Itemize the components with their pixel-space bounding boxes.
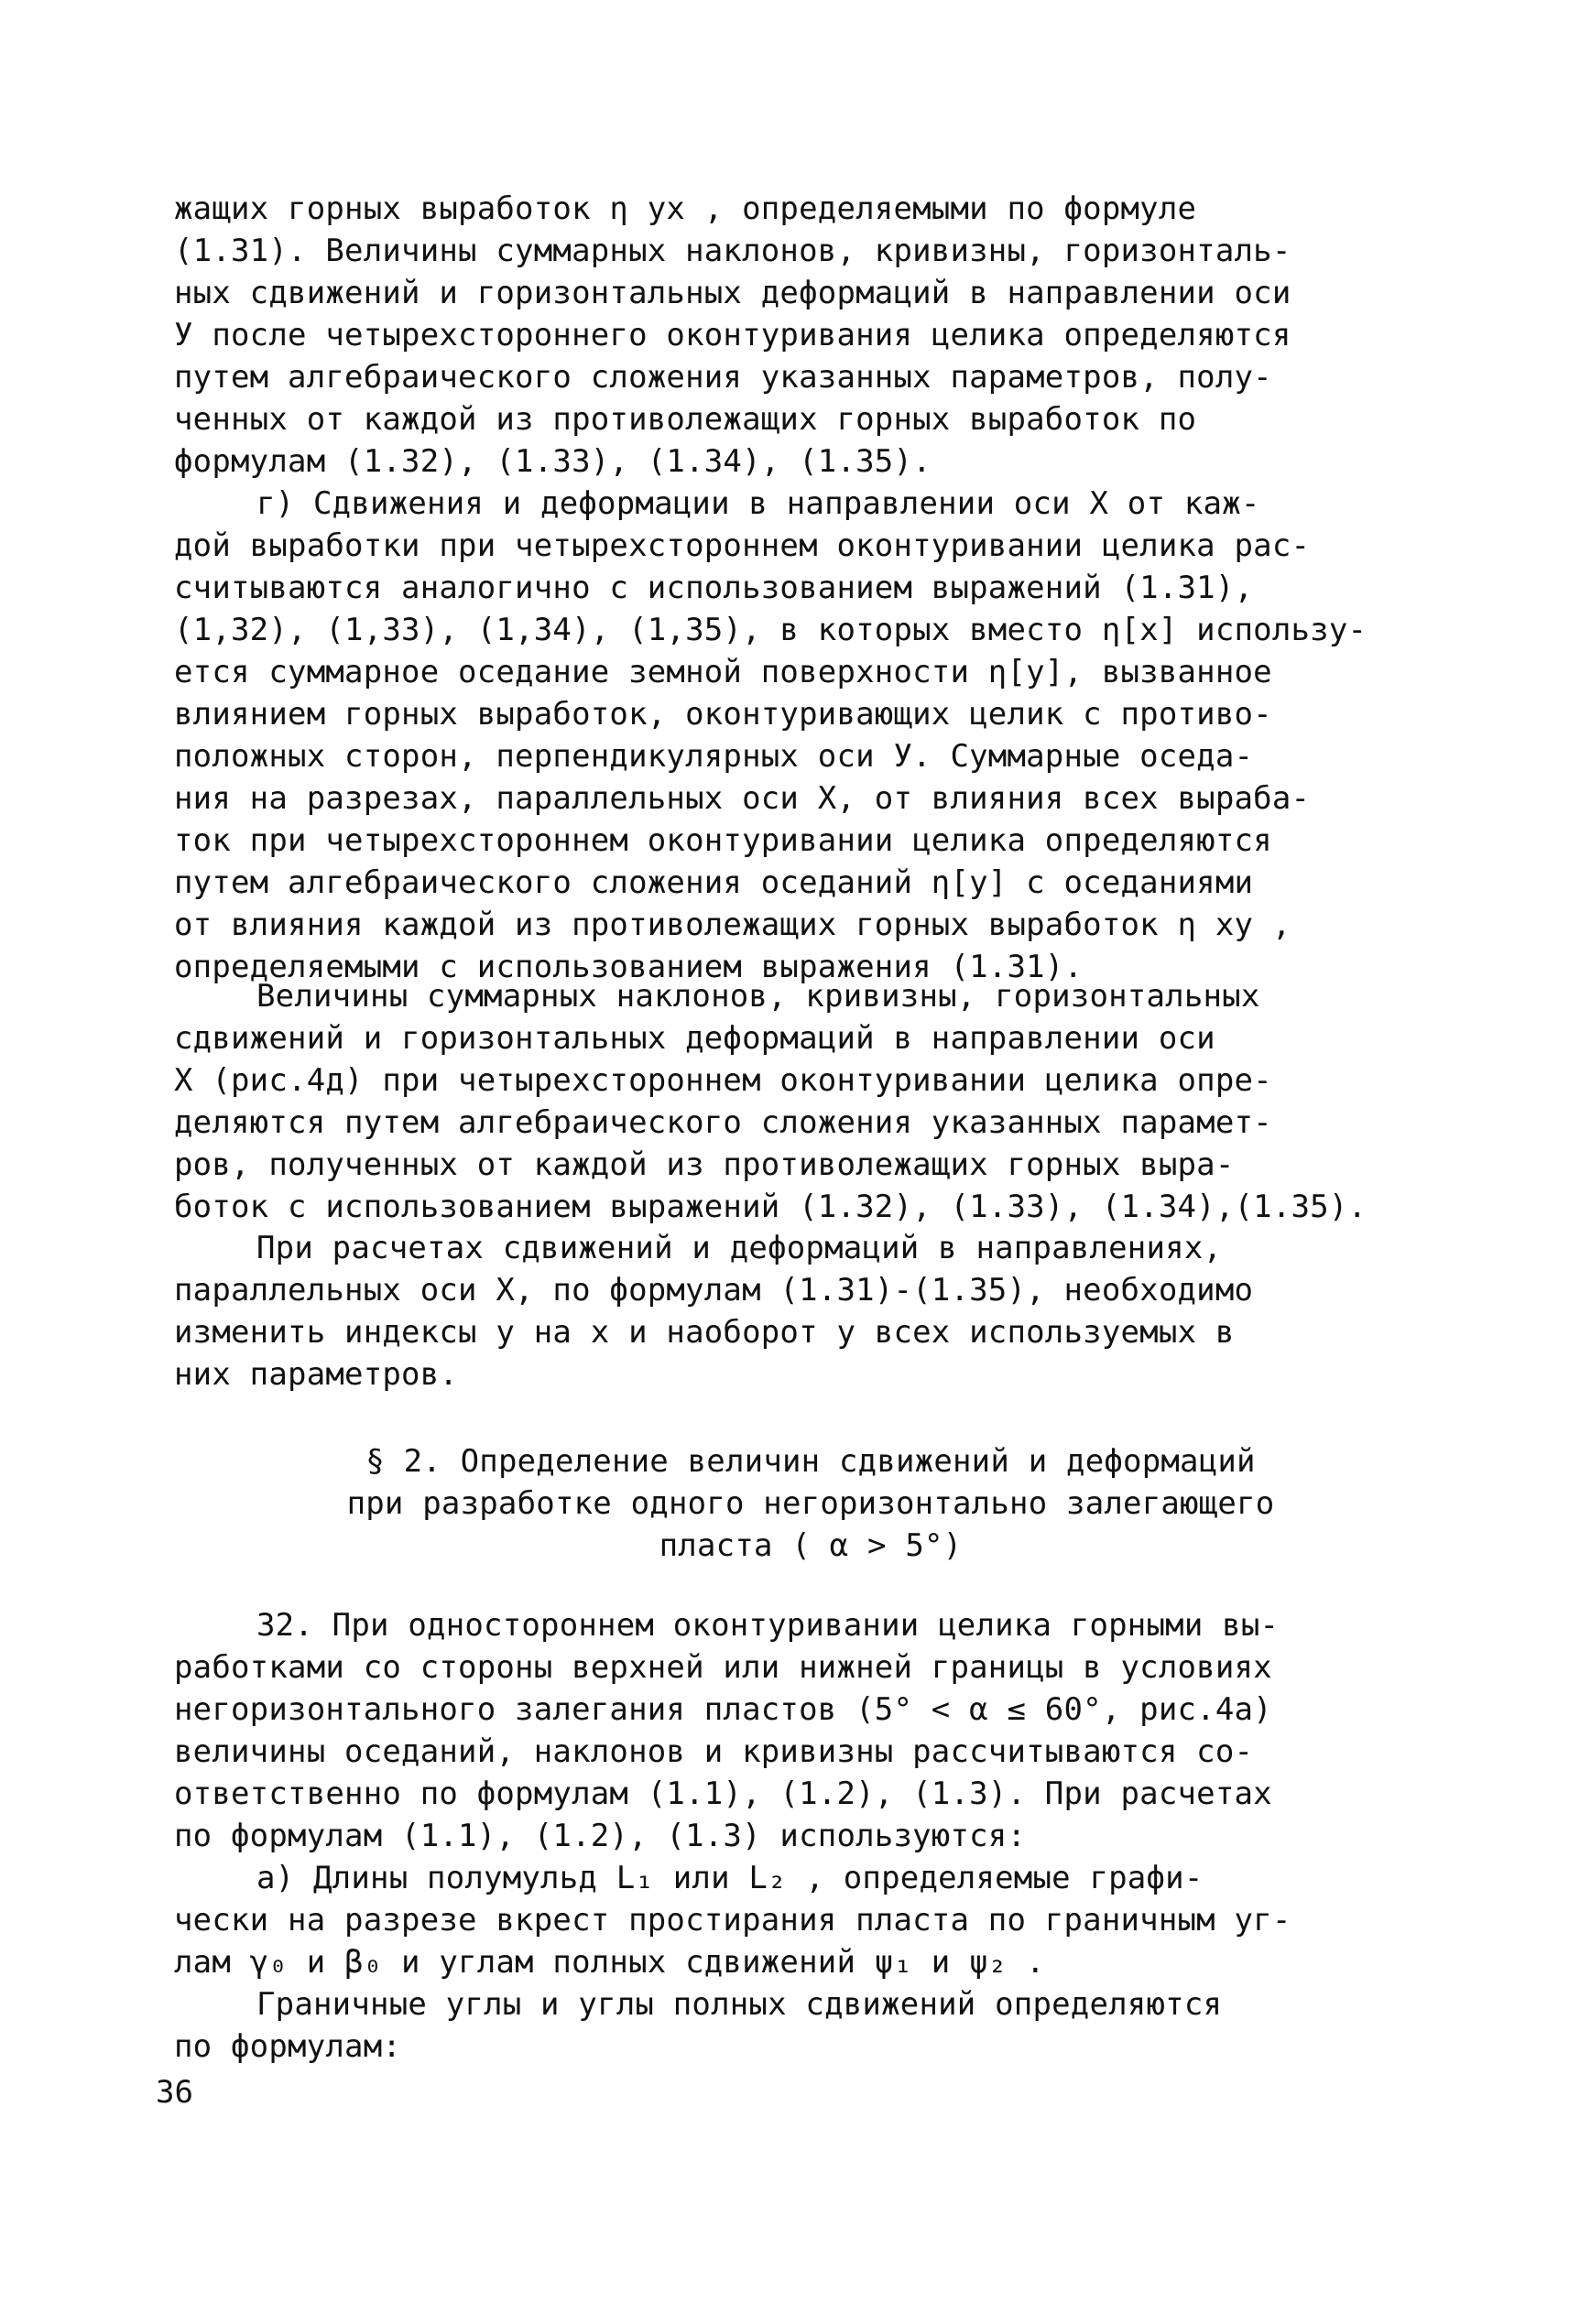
heading-line: при разработке одного негоризонтально залегающего xyxy=(346,1485,1275,1522)
text-line: ния на разрезах, параллельных оси Х, от влияния всех выраба- xyxy=(174,780,1311,817)
text-line: считываются аналогично с использованием выражений (1.31), xyxy=(174,570,1254,606)
section1-paragraph4 xyxy=(174,1227,1447,1395)
section1-paragraph2 xyxy=(174,483,1447,988)
section1-paragraph3 xyxy=(174,975,1447,1228)
text-line: ных сдвижений и горизонтальных деформаций в направлении оси xyxy=(174,275,1291,311)
text-line: изменить индексы у на х и наоборот у всех используемых в xyxy=(174,1314,1235,1351)
text-line: влиянием горных выработок, оконтуривающих целик с противо- xyxy=(174,696,1272,733)
text-line: ток при четырехстороннем оконтуривании целика определяются xyxy=(174,822,1272,859)
text-line: от влияния каждой из противолежащих горных выработок η ху , xyxy=(174,907,1291,943)
text-line: (1.31). Величины суммарных наклонов, кривизны, горизонталь- xyxy=(174,233,1291,269)
text-line: по формулам (1.1), (1.2), (1.3) используются: xyxy=(174,1818,1027,1854)
heading-line: § 2. Определение величин сдвижений и деформаций xyxy=(365,1443,1256,1480)
text-line: путем алгебраического сложения оседаний η[у] с оседаниями xyxy=(174,864,1254,901)
text-line: параллельных оси Х, по формулам (1.31)-(1.35), необходимо xyxy=(174,1272,1254,1309)
text-line: г) Сдвижения и деформации в направлении оси Х от каж- xyxy=(256,485,1260,522)
text-line: определяемыми с использованием выражения (1.31). xyxy=(174,949,1084,985)
text-line: боток с использованием выражений (1.32), (1.33), (1.34),(1.35). xyxy=(174,1189,1367,1225)
text-line: ченных от каждой из противолежащих горных выработок по xyxy=(174,401,1197,438)
section2-paragraph2 xyxy=(174,1857,1447,1983)
heading-line: пласта ( α > 5°) xyxy=(659,1527,963,1564)
text-line: работками со стороны верхней или нижней границы в условиях xyxy=(174,1649,1272,1686)
text-line: дой выработки при четырехстороннем оконтуривании целика рас- xyxy=(174,527,1311,564)
text-line: негоризонтального залегания пластов (5° < α ≤ 60°, рис.4а) xyxy=(174,1691,1272,1728)
page-number: 36 xyxy=(156,2074,193,2111)
text-line: сдвижений и горизонтальных деформаций в направлении оси xyxy=(174,1020,1215,1057)
text-line: жащих горных выработок η ух , определяемыми по формуле xyxy=(174,190,1197,227)
text-line: деляются путем алгебраического сложения указанных парамет- xyxy=(174,1104,1272,1141)
text-line: величины оседаний, наклонов и кривизны рассчитываются со- xyxy=(174,1733,1254,1770)
text-line: по формулам: xyxy=(174,2028,402,2065)
text-line: Величины суммарных наклонов, кривизны, горизонтальных xyxy=(256,978,1260,1015)
text-line: ров, полученных от каждой из противолежащих горных выра- xyxy=(174,1146,1235,1183)
text-line: При расчетах сдвижений и деформаций в направлениях, xyxy=(256,1230,1223,1266)
text-line: а) Длины полумульд L₁ или L₂ , определяемые графи- xyxy=(256,1860,1204,1896)
text-line: Граничные углы и углы полных сдвижений определяются xyxy=(256,1986,1223,2023)
section2-paragraph1 xyxy=(174,1604,1447,1857)
text-line: них параметров. xyxy=(174,1356,459,1393)
text-line: путем алгебраического сложения указанных параметров, полу- xyxy=(174,359,1272,396)
text-line: 32. При одностороннем оконтуривании целика горными вы- xyxy=(256,1607,1280,1644)
section2-heading xyxy=(174,1440,1447,1567)
text-line: лам γ₀ и β₀ и углам полных сдвижений ψ₁ и ψ₂ . xyxy=(174,1944,1045,1981)
text-line: положных сторон, перпендикулярных оси У. Суммарные оседа- xyxy=(174,738,1254,775)
text-line: формулам (1.32), (1.33), (1.34), (1.35). xyxy=(174,443,932,480)
text-line: (1,32), (1,33), (1,34), (1,35), в которых вместо η[х] использу- xyxy=(174,612,1367,648)
text-line: чески на разрезе вкрест простирания пласта по граничным уг- xyxy=(174,1902,1291,1938)
text-line: У после четырехстороннего оконтуривания целика определяются xyxy=(174,317,1291,353)
text-line: ется суммарное оседание земной поверхности η[у], вызванное xyxy=(174,654,1272,690)
text-line: ответственно по формулам (1.1), (1.2), (1.3). При расчетах xyxy=(174,1776,1272,1812)
section2-paragraph3 xyxy=(174,1983,1447,2068)
text-line: Х (рис.4д) при четырехстороннем оконтуривании целика опре- xyxy=(174,1062,1272,1099)
section1-paragraph1 xyxy=(174,188,1447,483)
